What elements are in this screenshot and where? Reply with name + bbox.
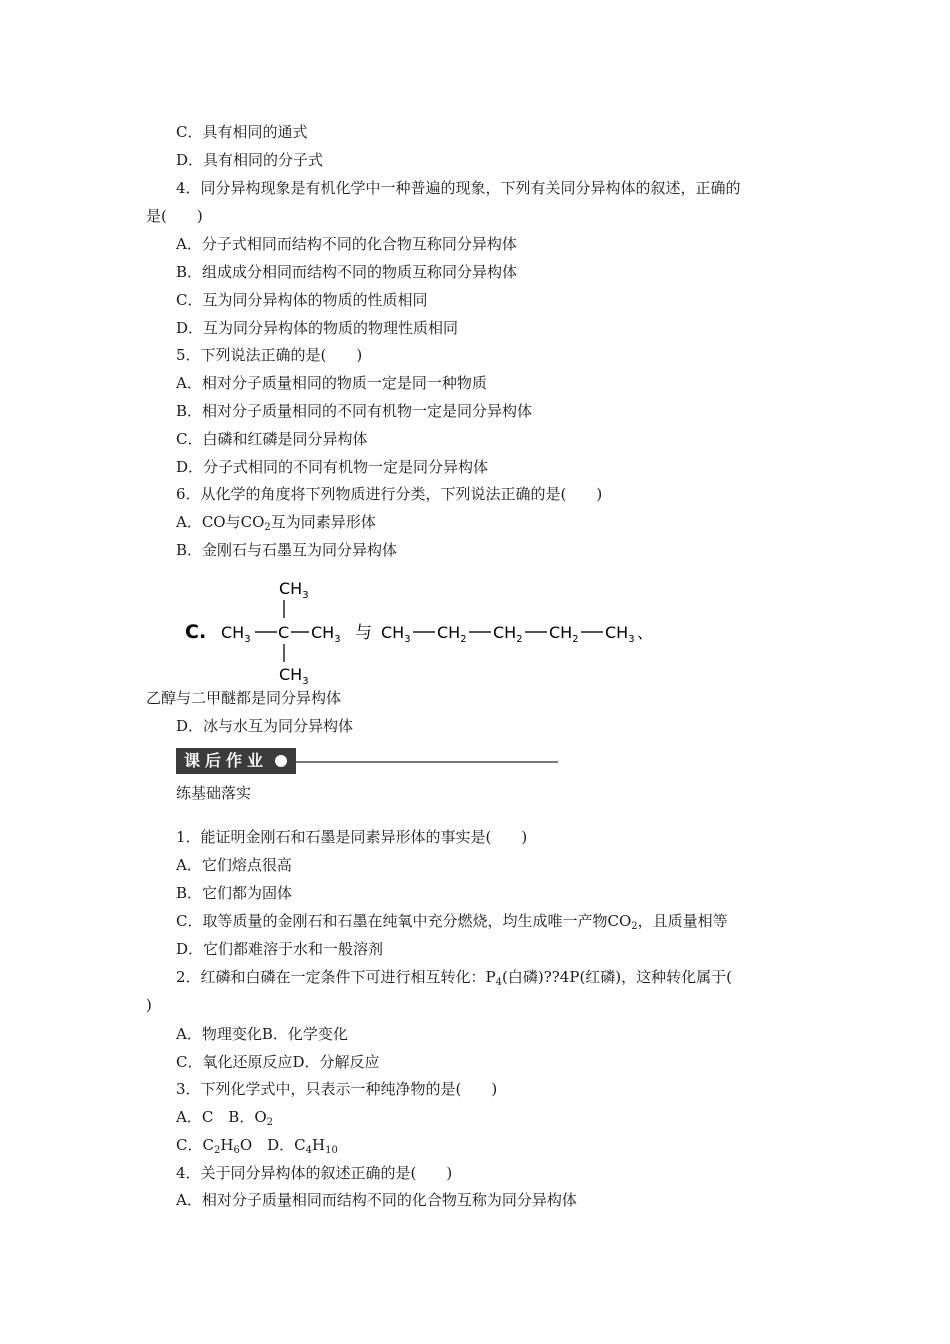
subscript: 2 bbox=[266, 1117, 274, 1128]
option-line: A．它们熔点很高 bbox=[176, 856, 292, 874]
subscript: 2 bbox=[264, 522, 271, 533]
methyl-bottom: $CH_3$ bbox=[279, 665, 309, 686]
text-part: H bbox=[220, 1136, 234, 1154]
text-part: A．CO与CO bbox=[176, 513, 265, 531]
question-line-cont: ) bbox=[146, 996, 152, 1014]
methyl-chain-end: $CH_3$ bbox=[605, 623, 635, 645]
option-line: A．分子式相同而结构不同的化合物互称同分异构体 bbox=[176, 235, 517, 253]
text-part: C．C bbox=[176, 1136, 214, 1154]
methylene: $CH_2$ bbox=[493, 623, 523, 645]
option-line bbox=[176, 911, 728, 931]
quaternary-carbon: C bbox=[278, 623, 290, 642]
section-banner bbox=[176, 748, 558, 774]
subscript: 4 bbox=[305, 1145, 312, 1156]
text-part: ，且质量相等 bbox=[637, 912, 728, 930]
subscript: 6 bbox=[233, 1145, 240, 1156]
option-line: B．相对分子质量相同的不同有机物一定是同分异构体 bbox=[176, 402, 533, 420]
subscript: 2 bbox=[631, 921, 638, 932]
structural-formula bbox=[185, 576, 655, 686]
option-line: B．金刚石与石墨互为同分异构体 bbox=[176, 541, 398, 559]
option-line: C．具有相同的通式 bbox=[176, 123, 308, 141]
banner-rule bbox=[296, 761, 558, 763]
option-line: D．它们都难溶于水和一般溶剂 bbox=[176, 940, 384, 958]
methylene: $CH_2$ bbox=[549, 623, 579, 645]
subscript: 4 bbox=[495, 977, 503, 988]
question-line: 4．同分异构现象是有机化学中一种普遍的现象，下列有关同分异构体的叙述，正确的 bbox=[176, 179, 741, 197]
question-line: 6．从化学的角度将下列物质进行分类，下列说法正确的是( ) bbox=[176, 485, 603, 503]
connector-word: 与 bbox=[355, 623, 372, 643]
option-line: B．组成成分相同而结构不同的物质互称同分异构体 bbox=[176, 263, 518, 281]
methyl-top: $CH_3$ bbox=[279, 579, 309, 601]
banner-title: 课后作业 bbox=[176, 748, 296, 774]
text-part: C．取等质量的金刚石和石墨在纯氧中充分燃烧，均生成唯一产物CO bbox=[176, 912, 632, 930]
methylene: $CH_2$ bbox=[437, 623, 467, 645]
option-line: A．相对分子质量相同而结构不同的化合物互称为同分异构体 bbox=[176, 1191, 577, 1209]
option-line: D．互为同分异构体的物质的物理性质相同 bbox=[176, 319, 459, 337]
text-line: 乙醇与二甲醚都是同分异构体 bbox=[146, 689, 342, 707]
option-label: C. bbox=[185, 621, 207, 643]
option-line: A．物理变化B．化学变化 bbox=[176, 1025, 348, 1043]
option-line: C．互为同分异构体的物质的性质相同 bbox=[176, 291, 428, 309]
option-line: A．相对分子质量相同的物质一定是同一种物质 bbox=[176, 374, 487, 392]
subscript: 2 bbox=[213, 1145, 221, 1156]
text-part: H bbox=[312, 1136, 326, 1154]
option-line bbox=[176, 1135, 338, 1155]
text-part: 互为同素异形体 bbox=[270, 513, 376, 531]
methyl-left: $CH_3$ bbox=[221, 623, 251, 645]
option-line: D．分子式相同的不同有机物一定是同分异构体 bbox=[176, 458, 489, 476]
option-line: D．冰与水互为同分异构体 bbox=[176, 717, 354, 735]
enumeration-comma: 、 bbox=[637, 623, 654, 642]
option-line: B．它们都为固体 bbox=[176, 884, 293, 902]
methyl-right: $CH_3$ bbox=[311, 623, 341, 645]
option-line: C．白磷和红磷是同分异构体 bbox=[176, 430, 368, 448]
question-line: 1．能证明金刚石和石墨是同素异形体的事实是( ) bbox=[176, 828, 528, 846]
option-line bbox=[176, 512, 376, 532]
question-line: 5．下列说法正确的是( ) bbox=[176, 346, 363, 364]
text-part: A．C B．O bbox=[176, 1108, 267, 1126]
option-line bbox=[176, 1107, 273, 1127]
option-line: D．具有相同的分子式 bbox=[176, 151, 324, 169]
question-line: 3．下列化学式中，只表示一种纯净物的是( ) bbox=[176, 1080, 498, 1098]
text-part: O D．C bbox=[239, 1136, 306, 1154]
subsection-title: 练基础落实 bbox=[176, 784, 252, 802]
option-line: C．氧化还原反应D．分解反应 bbox=[176, 1053, 380, 1071]
subscript: 10 bbox=[325, 1145, 338, 1156]
text-part: 2．红磷和白磷在一定条件下可进行相互转化：P bbox=[176, 968, 496, 986]
circle-bullet-icon bbox=[275, 755, 287, 767]
question-line: 4．关于同分异构体的叙述正确的是( ) bbox=[176, 1164, 453, 1182]
methyl-chain-start: $CH_3$ bbox=[381, 623, 411, 645]
question-line-cont: 是( ) bbox=[146, 207, 203, 225]
text-part: (白磷)??4P(红磷)，这种转化属于( bbox=[502, 968, 732, 986]
question-line bbox=[176, 967, 732, 987]
